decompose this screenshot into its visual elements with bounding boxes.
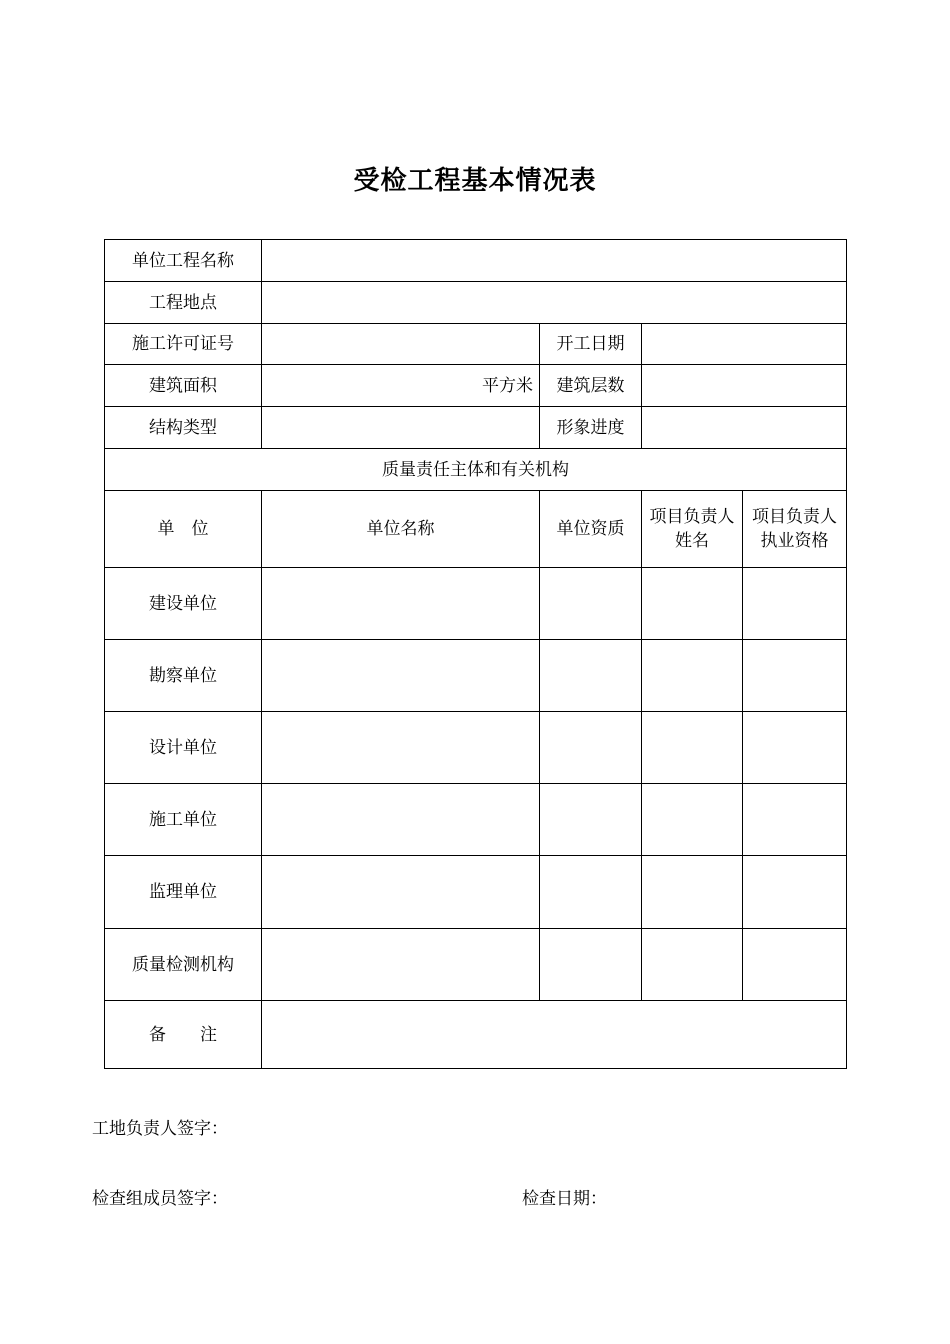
project-name-label: 单位工程名称 — [105, 240, 262, 282]
project-info-table — [104, 239, 847, 1069]
unit-name-field[interactable] — [262, 712, 540, 784]
permit-label: 施工许可证号 — [105, 324, 262, 365]
row-location — [105, 282, 847, 324]
unit-name-field[interactable] — [262, 784, 540, 856]
manager-name-field[interactable] — [642, 568, 743, 640]
manager-cert-field[interactable] — [743, 640, 847, 712]
structure-field[interactable] — [262, 407, 540, 449]
manager-cert-field[interactable] — [743, 929, 847, 1001]
project-name-field[interactable] — [262, 240, 847, 282]
structure-label: 结构类型 — [105, 407, 262, 449]
start-date-label: 开工日期 — [540, 324, 642, 365]
table-row — [105, 640, 847, 712]
area-field[interactable] — [262, 365, 540, 407]
qualification-field[interactable] — [540, 929, 642, 1001]
row-section-header — [105, 449, 847, 491]
manager-cert-field[interactable] — [743, 568, 847, 640]
manager-cert-field[interactable] — [743, 856, 847, 929]
manager-cert-field[interactable] — [743, 712, 847, 784]
permit-field[interactable] — [262, 324, 540, 365]
table-row — [105, 568, 847, 640]
qualification-field[interactable] — [540, 568, 642, 640]
qualification-field[interactable] — [540, 784, 642, 856]
col-header-unit: 单 位 — [105, 491, 262, 568]
progress-label: 形象进度 — [540, 407, 642, 449]
unit-label: 质量检测机构 — [105, 929, 262, 1001]
page-title: 受检工程基本情况表 — [353, 166, 597, 196]
table-row — [105, 784, 847, 856]
manager-name-field[interactable] — [642, 712, 743, 784]
unit-label: 建设单位 — [105, 568, 262, 640]
location-field[interactable] — [262, 282, 847, 324]
start-date-field[interactable] — [642, 324, 847, 365]
check-date-label: 检查日期： — [522, 1189, 607, 1209]
site-manager-signature-label: 工地负责人签字： — [92, 1119, 228, 1139]
qualification-field[interactable] — [540, 640, 642, 712]
row-remarks — [105, 1001, 847, 1069]
location-label: 工程地点 — [105, 282, 262, 324]
unit-label: 勘察单位 — [105, 640, 262, 712]
unit-label: 施工单位 — [105, 784, 262, 856]
row-permit — [105, 324, 847, 365]
manager-name-field[interactable] — [642, 856, 743, 929]
floors-field[interactable] — [642, 365, 847, 407]
manager-name-field[interactable] — [642, 640, 743, 712]
team-signature-label: 检查组成员签字： — [92, 1189, 228, 1209]
row-area — [105, 365, 847, 407]
row-column-headers — [105, 491, 847, 568]
col-header-unit-name: 单位名称 — [262, 491, 540, 568]
area-label: 建筑面积 — [105, 365, 262, 407]
table-row — [105, 712, 847, 784]
row-structure — [105, 407, 847, 449]
unit-name-field[interactable] — [262, 640, 540, 712]
qualification-field[interactable] — [540, 856, 642, 929]
unit-name-field[interactable] — [262, 568, 540, 640]
section-header: 质量责任主体和有关机构 — [105, 449, 847, 491]
table-row — [105, 856, 847, 929]
col-header-manager-name: 项目负责人姓名 — [642, 491, 743, 568]
table-row — [105, 929, 847, 1001]
remarks-field[interactable] — [262, 1001, 847, 1069]
unit-name-field[interactable] — [262, 856, 540, 929]
manager-name-field[interactable] — [642, 929, 743, 1001]
unit-label: 设计单位 — [105, 712, 262, 784]
unit-name-field[interactable] — [262, 929, 540, 1001]
row-project-name — [105, 240, 847, 282]
floors-label: 建筑层数 — [540, 365, 642, 407]
manager-cert-field[interactable] — [743, 784, 847, 856]
progress-field[interactable] — [642, 407, 847, 449]
manager-name-field[interactable] — [642, 784, 743, 856]
remarks-label: 备 注 — [105, 1001, 262, 1069]
col-header-manager-cert: 项目负责人执业资格 — [743, 491, 847, 568]
unit-label: 监理单位 — [105, 856, 262, 929]
qualification-field[interactable] — [540, 712, 642, 784]
area-unit: 平方米 — [482, 375, 533, 396]
col-header-qualification: 单位资质 — [540, 491, 642, 568]
